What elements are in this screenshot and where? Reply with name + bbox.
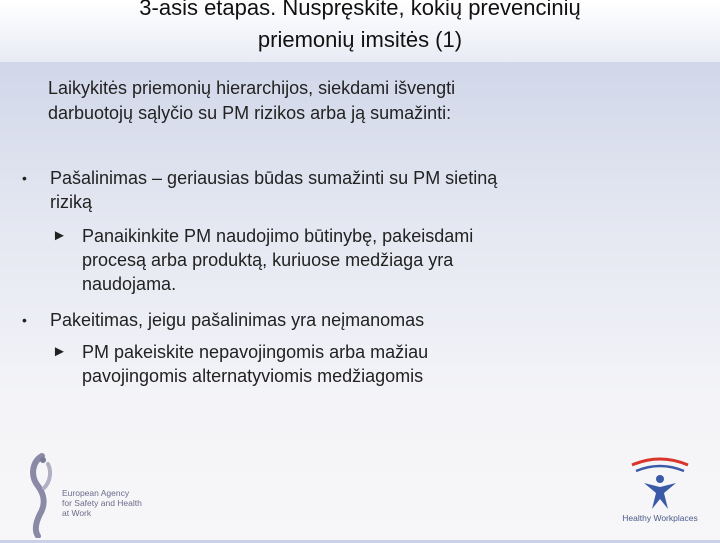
agency-name-line: European Agency bbox=[62, 488, 130, 498]
sub-line: naudojama. bbox=[82, 274, 177, 294]
agency-name-line: for Safety and Health bbox=[62, 498, 142, 508]
sub-line: pavojingomis alternatyviomis medžiagomis bbox=[82, 366, 424, 386]
intro-text bbox=[48, 76, 688, 126]
slide-title bbox=[20, 0, 700, 56]
agency-name bbox=[62, 488, 182, 518]
title-line-2: priemonių imsitės (1) bbox=[257, 27, 463, 52]
sub-line: PM pakeiskite nepavojingomis arba mažiau bbox=[82, 342, 429, 362]
bullet-line: Pakeitimas, jeigu pašalinimas yra neįmanomas bbox=[50, 310, 425, 330]
agency-name-line: at Work bbox=[62, 508, 92, 518]
sub-line: Panaikinkite PM naudojimo būtinybę, pakeisdami bbox=[82, 226, 474, 246]
arrow-right-icon: ► bbox=[52, 227, 67, 244]
bullet-line: riziką bbox=[50, 192, 93, 212]
healthy-workplaces-emblem-icon bbox=[612, 455, 708, 513]
intro-line-2: darbuotojų sąlyčio su PM rizikos arba ją sumažinti: bbox=[48, 103, 452, 123]
arrow-right-icon: ► bbox=[52, 343, 67, 360]
campaign-caption: Healthy Workplaces bbox=[622, 513, 698, 523]
healthy-workplaces-logo bbox=[612, 455, 708, 535]
bullet-marker: • bbox=[22, 170, 27, 186]
title-line-1: 3-asis etapas. Nuspręskite, kokių prevencinių bbox=[139, 0, 581, 20]
intro-line-1: Laikykitės priemonių hierarchijos, siekdami išvengti bbox=[48, 78, 456, 98]
bullet-marker: • bbox=[22, 312, 27, 328]
bullet-line: Pašalinimas – geriausias būdas sumažinti su PM sietiną bbox=[50, 168, 498, 188]
eu-osha-emblem-icon bbox=[22, 452, 62, 538]
eu-osha-logo bbox=[22, 452, 142, 543]
sub-line: procesą arba produktą, kuriuose medžiaga yra bbox=[82, 250, 454, 270]
